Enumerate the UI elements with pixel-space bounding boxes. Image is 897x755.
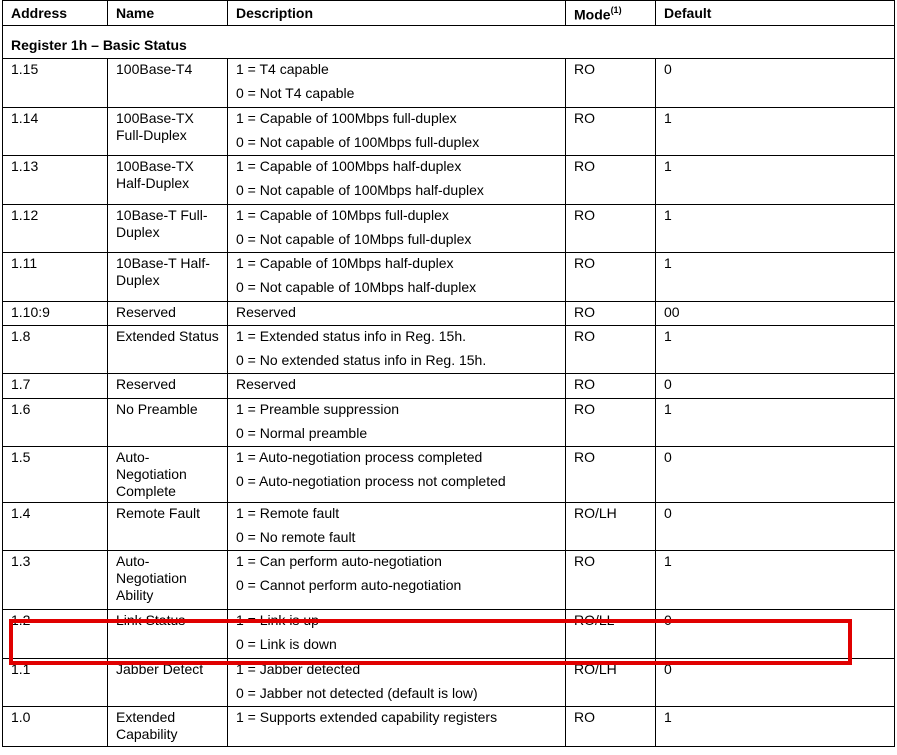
cell-mode: RO — [566, 108, 656, 156]
cell-default: 0 — [656, 659, 895, 707]
description-line: 1 = Link is up — [236, 612, 319, 628]
cell-description — [228, 610, 566, 659]
table-row — [3, 551, 895, 610]
header-mode-footnote: (1) — [610, 4, 622, 15]
header-mode — [566, 1, 656, 26]
cell-address: 1.4 — [3, 503, 108, 551]
description-line: 1 = Jabber detected — [236, 661, 361, 677]
header-default: Default — [656, 1, 895, 26]
cell-default: 1 — [656, 205, 895, 253]
cell-name: Reserved — [108, 374, 228, 399]
description-line: 0 = Not capable of 10Mbps full-duplex — [236, 231, 472, 247]
cell-default: 1 — [656, 326, 895, 374]
cell-name: 10Base-T Half-Duplex — [108, 253, 228, 302]
description-line: 0 = No extended status info in Reg. 15h. — [236, 352, 487, 368]
cell-description — [228, 156, 566, 205]
table-row — [3, 253, 895, 302]
cell-description — [228, 374, 566, 399]
header-address: Address — [3, 1, 108, 26]
description-line: 1 = Preamble suppression — [236, 401, 400, 417]
cell-description — [228, 447, 566, 503]
table-row — [3, 326, 895, 374]
description-line: 1 = Capable of 10Mbps full-duplex — [236, 207, 449, 223]
description-line: 1 = Capable of 10Mbps half-duplex — [236, 255, 454, 271]
description-line: 0 = Normal preamble — [236, 425, 368, 441]
cell-description — [228, 551, 566, 610]
description-line: 0 = Jabber not detected (default is low) — [236, 685, 478, 701]
table-row — [3, 302, 895, 326]
cell-name: Link Status — [108, 610, 228, 659]
cell-mode: RO — [566, 156, 656, 205]
cell-mode: RO/LH — [566, 659, 656, 707]
cell-mode: RO — [566, 205, 656, 253]
description-line: 1 = T4 capable — [236, 61, 329, 77]
cell-default: 0 — [656, 447, 895, 503]
cell-address: 1.1 — [3, 659, 108, 707]
header-mode-label: Mode — [574, 6, 611, 23]
table-row — [3, 399, 895, 447]
header-name: Name — [108, 1, 228, 26]
cell-description — [228, 59, 566, 108]
description-line: 1 = Remote fault — [236, 505, 340, 521]
section-title: Register 1h – Basic Status — [3, 26, 895, 59]
cell-name: No Preamble — [108, 399, 228, 447]
register-table — [2, 0, 895, 747]
cell-description — [228, 326, 566, 374]
cell-mode: RO — [566, 447, 656, 503]
description-line: 0 = No remote fault — [236, 529, 356, 545]
cell-default: 1 — [656, 108, 895, 156]
cell-description — [228, 108, 566, 156]
description-line: 0 = Cannot perform auto-negotiation — [236, 577, 462, 593]
description-line: 0 = Link is down — [236, 636, 337, 652]
cell-mode: RO/LL — [566, 610, 656, 659]
cell-mode: RO — [566, 253, 656, 302]
table-row — [3, 503, 895, 551]
cell-mode: RO — [566, 326, 656, 374]
section-row — [3, 26, 895, 59]
cell-address: 1.0 — [3, 707, 108, 747]
cell-default: 1 — [656, 707, 895, 747]
description-line: 1 = Capable of 100Mbps half-duplex — [236, 158, 462, 174]
description-line: 1 = Auto-negotiation process completed — [236, 449, 483, 465]
table-row — [3, 447, 895, 503]
cell-address: 1.13 — [3, 156, 108, 205]
cell-default: 1 — [656, 551, 895, 610]
cell-address: 1.5 — [3, 447, 108, 503]
cell-mode: RO — [566, 59, 656, 108]
description-line: 1 = Extended status info in Reg. 15h. — [236, 328, 466, 344]
table-row — [3, 374, 895, 399]
description-line: 0 = Not T4 capable — [236, 85, 355, 101]
cell-default: 1 — [656, 399, 895, 447]
cell-address: 1.7 — [3, 374, 108, 399]
cell-default: 1 — [656, 253, 895, 302]
cell-mode: RO — [566, 707, 656, 747]
cell-default: 1 — [656, 156, 895, 205]
cell-default: 0 — [656, 374, 895, 399]
cell-description — [228, 205, 566, 253]
cell-name: Auto-Negotiation Complete — [108, 447, 228, 503]
cell-address: 1.3 — [3, 551, 108, 610]
header-description: Description — [228, 1, 566, 26]
description-line: 1 = Can perform auto-negotiation — [236, 553, 442, 569]
cell-default: 0 — [656, 610, 895, 659]
description-line: Reserved — [236, 376, 296, 392]
cell-name: 100Base-TX Full-Duplex — [108, 108, 228, 156]
description-line: 0 = Not capable of 100Mbps half-duplex — [236, 182, 484, 198]
table-row — [3, 59, 895, 108]
cell-description — [228, 253, 566, 302]
cell-name: 100Base-T4 — [108, 59, 228, 108]
cell-mode: RO — [566, 551, 656, 610]
cell-address: 1.6 — [3, 399, 108, 447]
cell-address: 1.8 — [3, 326, 108, 374]
cell-name: 10Base-T Full-Duplex — [108, 205, 228, 253]
description-line: 0 = Auto-negotiation process not completed — [236, 473, 506, 489]
cell-address: 1.11 — [3, 253, 108, 302]
table-row — [3, 659, 895, 707]
cell-name: Extended Status — [108, 326, 228, 374]
cell-mode: RO — [566, 374, 656, 399]
cell-default: 0 — [656, 503, 895, 551]
description-line: 0 = Not capable of 100Mbps full-duplex — [236, 134, 480, 150]
header-row — [3, 1, 895, 26]
cell-description — [228, 302, 566, 326]
cell-description — [228, 707, 566, 747]
cell-mode: RO — [566, 399, 656, 447]
description-line: Reserved — [236, 304, 296, 320]
cell-default: 00 — [656, 302, 895, 326]
cell-name: Reserved — [108, 302, 228, 326]
description-line: 0 = Not capable of 10Mbps half-duplex — [236, 279, 477, 295]
cell-name: Remote Fault — [108, 503, 228, 551]
cell-mode: RO/LH — [566, 503, 656, 551]
cell-default: 0 — [656, 59, 895, 108]
table-row — [3, 205, 895, 253]
cell-address: 1.15 — [3, 59, 108, 108]
cell-mode: RO — [566, 302, 656, 326]
cell-name: 100Base-TX Half-Duplex — [108, 156, 228, 205]
description-line: 1 = Capable of 100Mbps full-duplex — [236, 110, 457, 126]
description-line: 1 = Supports extended capability registers — [236, 709, 498, 725]
table-row — [3, 156, 895, 205]
cell-description — [228, 659, 566, 707]
cell-address: 1.14 — [3, 108, 108, 156]
table-row — [3, 610, 895, 659]
cell-name: Auto-Negotiation Ability — [108, 551, 228, 610]
cell-name: Extended Capability — [108, 707, 228, 747]
cell-description — [228, 399, 566, 447]
cell-description — [228, 503, 566, 551]
cell-address: 1.2 — [3, 610, 108, 659]
table-row — [3, 707, 895, 747]
cell-name: Jabber Detect — [108, 659, 228, 707]
cell-address: 1.12 — [3, 205, 108, 253]
table-row — [3, 108, 895, 156]
cell-address: 1.10:9 — [3, 302, 108, 326]
